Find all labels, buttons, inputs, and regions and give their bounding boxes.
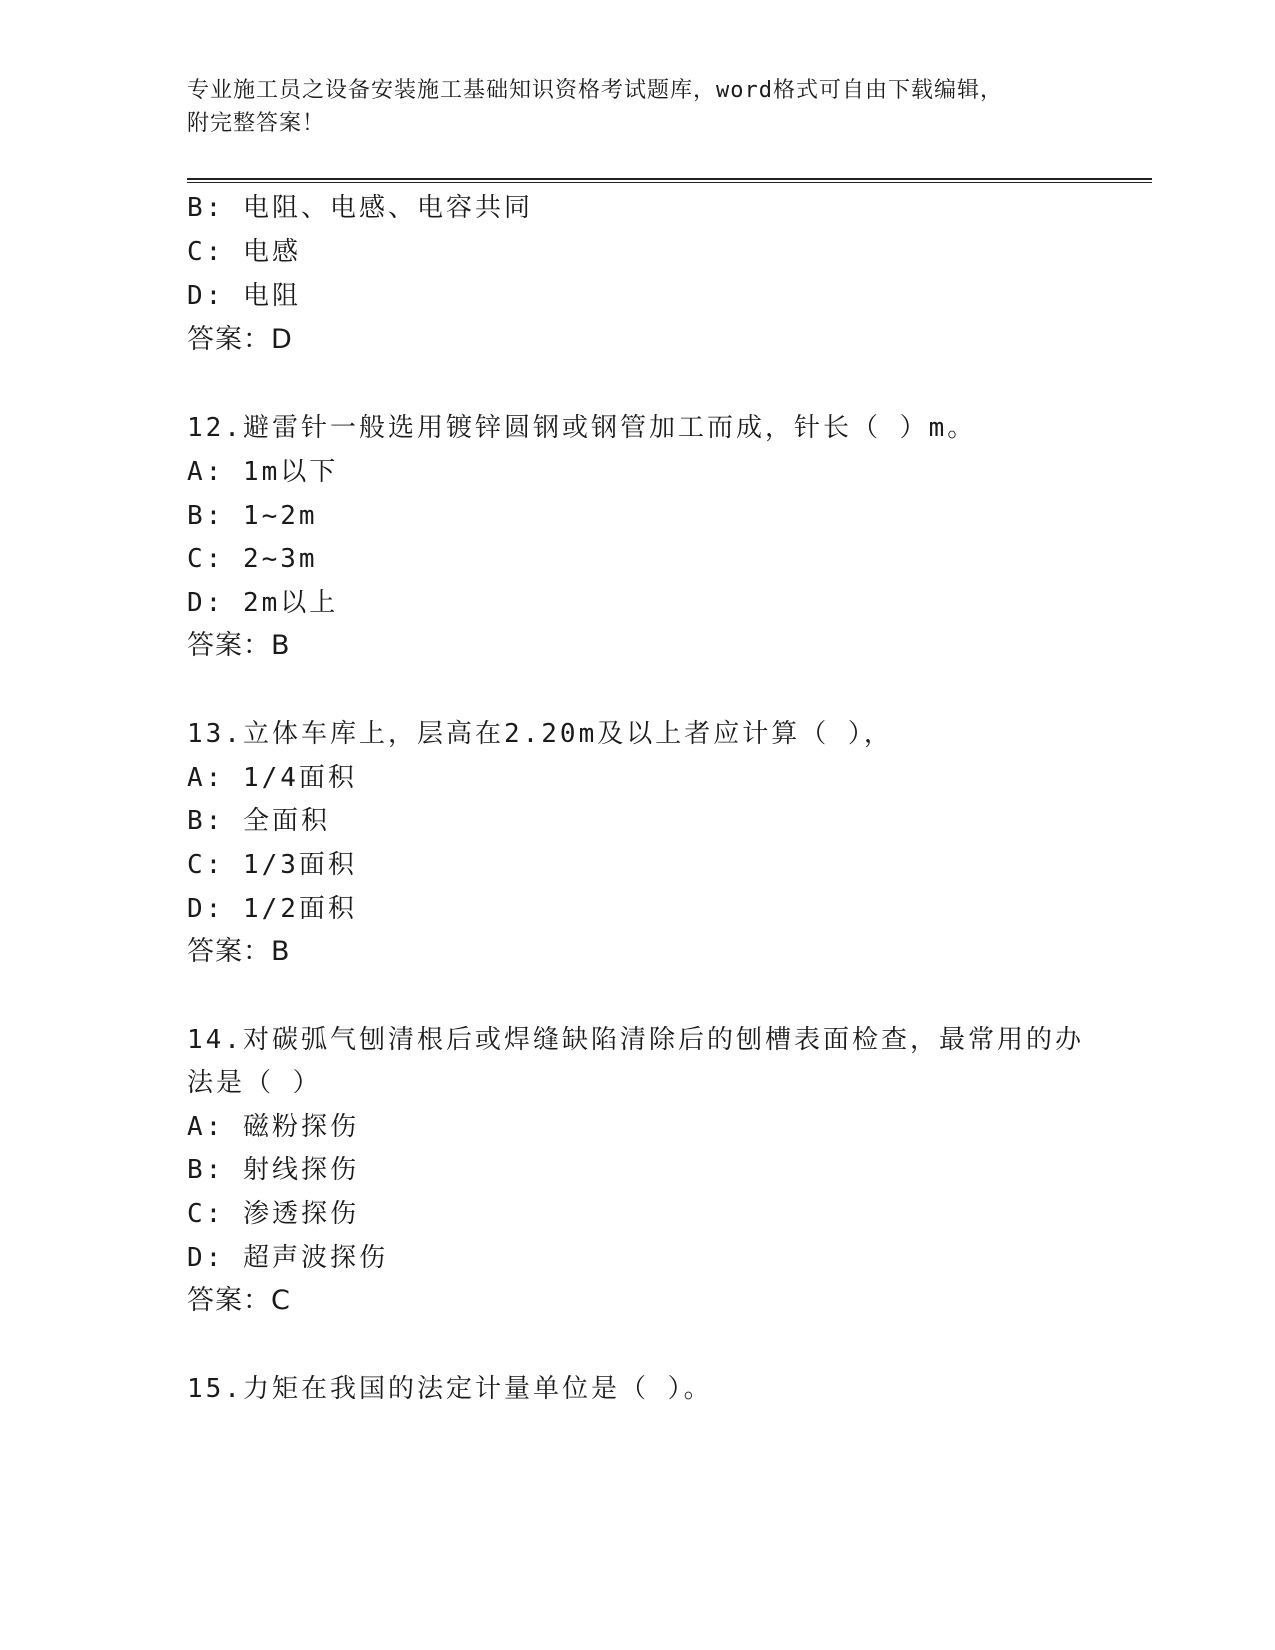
q13-option-c: C: 1/3面积 — [187, 850, 357, 880]
q12-option-c: C: 2~3m — [187, 544, 318, 574]
q13-option-b: B: 全面积 — [187, 806, 330, 836]
q12-stem: 12.避雷针一般选用镀锌圆钢或钢管加工而成，针长（ ）m。 — [187, 413, 977, 443]
document-header — [187, 74, 1087, 140]
q13-answer: 答案：B — [187, 936, 291, 967]
header-divider-thick — [187, 178, 1152, 180]
header-line-1: 专业施工员之设备安装施工基础知识资格考试题库，word格式可自由下载编辑， — [187, 78, 1003, 103]
q15-stem: 15.力矩在我国的法定计量单位是（ ）。 — [187, 1374, 713, 1404]
q11-answer: 答案：D — [187, 324, 293, 355]
q12-answer: 答案：B — [187, 630, 291, 661]
q11-option-c: C: 电感 — [187, 237, 301, 267]
header-line-2: 附完整答案！ — [187, 111, 326, 136]
q11-option-d: D: 电阻 — [187, 281, 301, 311]
q11-option-b: B: 电阻、电感、电容共同 — [187, 193, 533, 223]
q12-option-b: B: 1~2m — [187, 501, 318, 531]
q14-option-d: D: 超声波探伤 — [187, 1243, 388, 1273]
q14-stem-line-2: 法是（ ） — [187, 1068, 322, 1098]
q12-option-d: D: 2m以上 — [187, 588, 339, 618]
q14-stem-line-1: 14.对碳弧气刨清根后或焊缝缺陷清除后的刨槽表面检查，最常用的办 — [187, 1025, 1084, 1055]
q14-option-c: C: 渗透探伤 — [187, 1199, 359, 1229]
header-divider-thin — [187, 182, 1152, 183]
q13-option-a: A: 1/4面积 — [187, 763, 357, 793]
q14-option-b: B: 射线探伤 — [187, 1155, 359, 1185]
q13-option-d: D: 1/2面积 — [187, 894, 357, 924]
q14-answer: 答案：C — [187, 1285, 291, 1316]
q14-option-a: A: 磁粉探伤 — [187, 1112, 359, 1142]
q13-stem: 13.立体车库上，层高在2.20m及以上者应计算（ ）， — [187, 719, 893, 749]
q12-option-a: A: 1m以下 — [187, 457, 339, 487]
